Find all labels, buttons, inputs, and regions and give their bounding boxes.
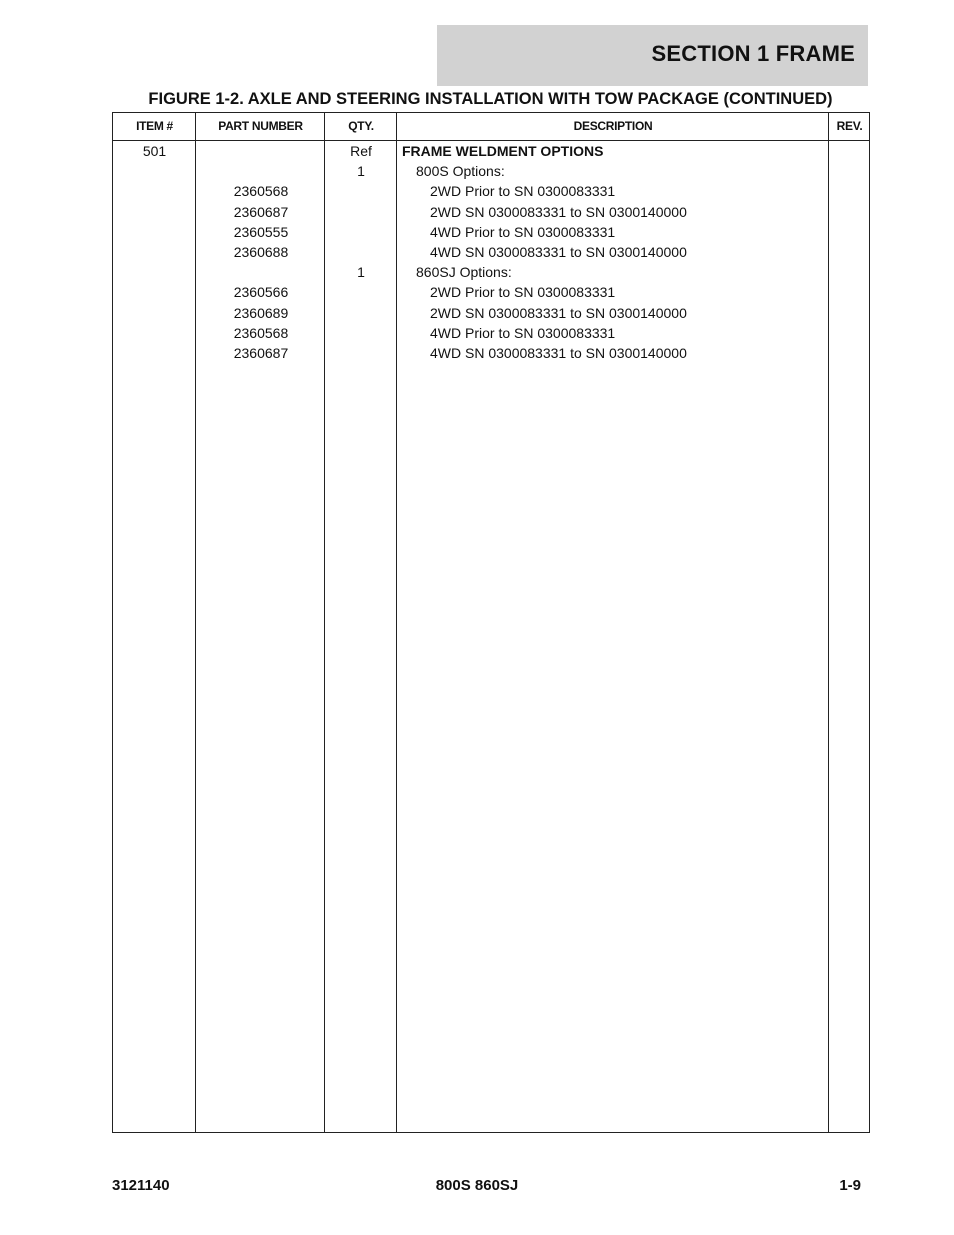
footer-page-number: 1-9 — [839, 1177, 861, 1194]
section-banner — [437, 25, 868, 86]
description-cell: 2WD Prior to SN 0300083331 — [430, 284, 616, 301]
description-cell: 2WD SN 0300083331 to SN 0300140000 — [430, 203, 687, 220]
description-cell: 4WD Prior to SN 0300083331 — [430, 324, 616, 341]
table-row — [113, 303, 869, 323]
description-cell: 4WD SN 0300083331 to SN 0300140000 — [430, 243, 687, 260]
header-qty: QTY. — [348, 119, 374, 133]
part-number-cell: 2360566 — [233, 284, 289, 301]
item-cell: 501 — [142, 143, 167, 159]
description-cell: 860SJ Options: — [416, 264, 512, 281]
description-cell: 2WD Prior to SN 0300083331 — [430, 183, 616, 200]
description-cell: 2WD SN 0300083331 to SN 0300140000 — [430, 304, 687, 321]
part-number-cell: 2360689 — [233, 304, 289, 321]
table-row — [113, 343, 869, 363]
qty-cell: 1 — [357, 264, 365, 281]
parts-table — [112, 112, 870, 1133]
qty-cell: Ref — [350, 143, 372, 159]
header-description: DESCRIPTION — [573, 119, 653, 133]
part-number-cell: 2360688 — [233, 243, 289, 260]
figure-title: FIGURE 1-2. AXLE AND STEERING INSTALLATION WITH TOW PACKAGE (CONTINUED) — [148, 90, 833, 108]
header-item: ITEM # — [136, 119, 173, 133]
part-number-cell: 2360568 — [233, 183, 289, 200]
description-cell: FRAME WELDMENT OPTIONS — [402, 143, 604, 159]
part-number-cell: 2360687 — [233, 344, 289, 361]
part-number-cell: 2360568 — [233, 324, 289, 341]
footer-models: 800S 860SJ — [435, 1177, 519, 1194]
description-cell: 800S Options: — [416, 163, 505, 180]
footer-doc-number: 3121140 — [112, 1177, 170, 1194]
table-row — [113, 202, 869, 222]
part-number-cell: 2360687 — [233, 203, 289, 220]
table-row — [113, 181, 869, 201]
table-row — [113, 161, 869, 181]
table-row — [113, 242, 869, 262]
table-row — [113, 282, 869, 302]
description-cell: 4WD Prior to SN 0300083331 — [430, 223, 616, 240]
part-number-cell: 2360555 — [233, 223, 289, 240]
table-body — [113, 141, 869, 363]
table-header-row — [113, 113, 869, 141]
table-row — [113, 222, 869, 242]
table-row — [113, 262, 869, 282]
header-part-number: PART NUMBER — [218, 119, 303, 133]
qty-cell: 1 — [357, 163, 365, 180]
header-rev: REV. — [836, 119, 863, 133]
description-cell: 4WD SN 0300083331 to SN 0300140000 — [430, 344, 687, 361]
table-row — [113, 323, 869, 343]
section-title: SECTION 1 FRAME — [651, 41, 855, 66]
table-row — [113, 141, 869, 161]
